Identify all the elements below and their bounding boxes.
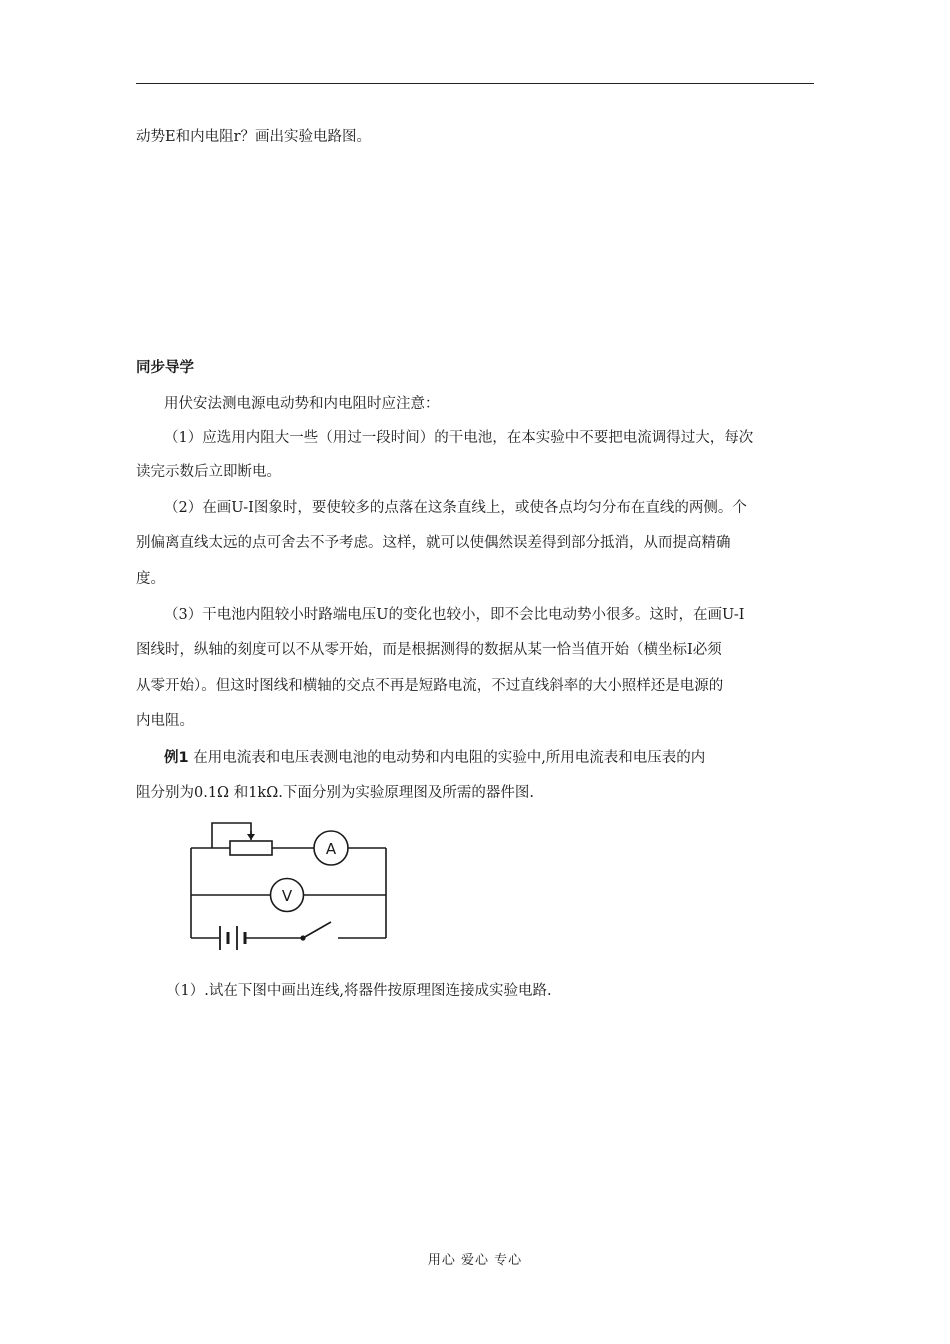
circuit-diagram [186, 818, 396, 954]
switch-pivot [300, 935, 305, 940]
ammeter-icon [314, 831, 348, 865]
note-1-line-1: （1）应选用内阻大一些（用过一段时间）的干电池，在本实验中不要把电流调得过大，每次 [164, 430, 754, 446]
note-3-line-1: （3）干电池内阻较小时路端电压U的变化也较小，即不会比电动势小很多。这时，在画U-I [164, 607, 745, 623]
note-2-line-2: 别偏离直线太远的点可舍去不予考虑。这样，就可以使偶然误差得到部分抵消，从而提高精确 [136, 535, 731, 551]
section-heading: 同步导学 [136, 360, 194, 376]
note-1-line-2: 读完示数后立即断电。 [136, 464, 281, 480]
question-1: （1）.试在下图中画出连线,将器件按原理图连接成实验电路. [166, 983, 552, 999]
note-3-line-2: 图线时，纵轴的刻度可以不从零开始，而是根据测得的数据从某一恰当值开始（横坐标I必须 [136, 642, 722, 658]
voltmeter-icon [271, 879, 304, 912]
note-2-line-1: （2）在画U-I图象时，要使较多的点落在这条直线上，或使各点均匀分布在直线的两侧。个 [164, 500, 747, 516]
example-line-2: 阻分别为0.1Ω 和1kΩ.下面分别为实验原理图及所需的器件图. [136, 785, 534, 801]
example-line-1 [164, 748, 814, 768]
slider-arrow-icon [247, 834, 255, 840]
voltmeter-label: V [281, 887, 293, 905]
ammeter-label: A [325, 840, 337, 858]
battery-icon [220, 926, 245, 950]
note-3-line-4: 内电阻。 [136, 713, 194, 729]
note-3-line-3: 从零开始）。但这时图线和横轴的交点不再是短路电流，不过直线斜率的大小照样还是电源的 [136, 678, 724, 694]
example-text: 在用电流表和电压表测电池的电动势和内电阻的实验中,所用电流表和电压表的内 [188, 750, 706, 766]
continued-text: 动势E和内电阻r？画出实验电路图。 [136, 129, 372, 145]
rheostat-resistor [230, 841, 272, 855]
switch-blade [303, 922, 331, 938]
intro-text: 用伏安法测电源电动势和内电阻时应注意： [164, 396, 440, 412]
header-rule [136, 83, 814, 84]
example-label: 例1 [164, 750, 189, 766]
page-footer: 用心 爱心 专心 [427, 1253, 523, 1268]
note-2-line-3: 度。 [136, 571, 165, 587]
